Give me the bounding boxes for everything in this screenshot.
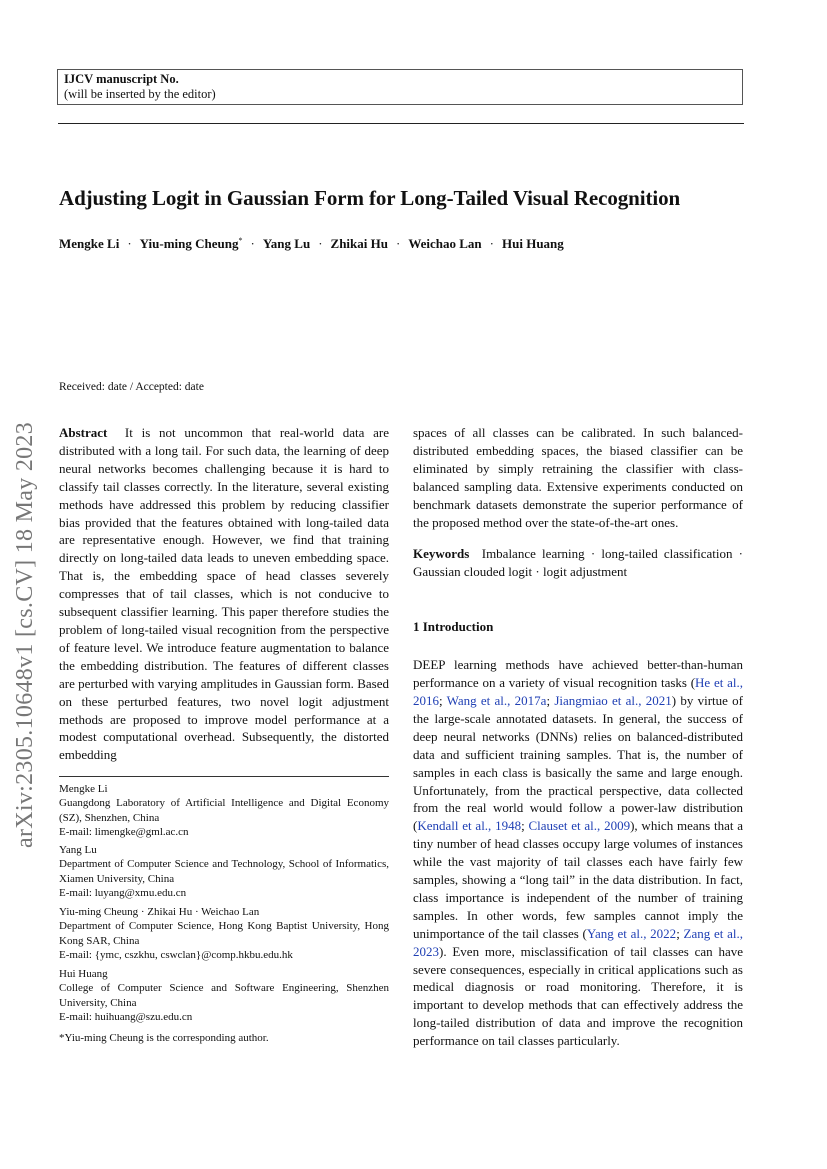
intro-text: ), which means that a tiny number of head classes occupy large volumes of instances while the vast majority of tail classes each have fairly few samples, showing a “long tail” in the data distribution. In fact, class importance is independent of the number of training samples. In other words, few samples cannot imply the unimportance of the tail classes ( — [413, 818, 743, 941]
journal-label: IJCV manuscript No. — [64, 72, 179, 86]
abstract-continued: spaces of all classes can be calibrated. In such balanced-distributed embedding spaces, the biased classifier can be eliminated by simply retraining the classifier with class-balanced sampling data. Extensive experiments conducted on benchmark datasets demonstrate the superior performance of the proposed method over the state-of-the-art ones. — [413, 425, 743, 530]
paper-title: Adjusting Logit in Gaussian Form for Long-Tailed Visual Recognition — [59, 186, 681, 210]
author-separator: · — [489, 236, 494, 251]
affiliation-line: Department of Computer Science and Technology, School of Informatics, Xiamen University, China — [59, 858, 389, 885]
affiliation-name: Yiu-ming Cheung · Zhikai Hu · Weichao Lan — [59, 906, 260, 918]
citation-link[interactable]: He et al., 2016 — [413, 675, 743, 708]
author-separator: · — [395, 236, 401, 251]
affiliation-block — [59, 967, 389, 1025]
affiliation-email: E-mail: huihuang@szu.edu.cn — [59, 1011, 193, 1024]
editor-note: (will be inserted by the editor) — [64, 87, 216, 101]
affiliation-email: E-mail: {ymc, cszkhu, cswclan}@comp.hkbu.edu.hk — [59, 949, 293, 962]
abstract — [59, 424, 389, 764]
received-line: Received: date / Accepted: date — [59, 381, 204, 393]
author-name: Yiu-ming Cheung — [139, 236, 239, 251]
citation-separator: ; — [546, 692, 555, 708]
section-title: Introduction — [422, 619, 494, 635]
affiliation-name: Mengke Li — [59, 783, 108, 795]
arxiv-stamp — [5, 348, 45, 848]
keywords — [413, 545, 743, 581]
citation-separator: ; — [676, 925, 684, 941]
affiliation-line: Department of Computer Science, Hong Kong Baptist University, Hong Kong SAR, China — [59, 920, 389, 947]
author-separator: · — [127, 236, 132, 251]
left-column — [59, 424, 389, 764]
arxiv-stamp-text: arXiv:2305.10648v1 [cs.CV] 18 May 2023 — [12, 421, 38, 848]
affiliation-email: E-mail: limengke@gml.ac.cn — [59, 826, 189, 839]
citation-link[interactable]: Jiangmiao et al., 2021 — [554, 692, 672, 708]
author-list — [59, 236, 564, 252]
author-name: Yang Lu — [262, 236, 311, 251]
affiliation-name: Yang Lu — [59, 844, 97, 856]
keywords-text: Imbalance learning · long-tailed classification · Gaussian clouded logit · logit adjustment — [413, 546, 743, 580]
section-number: 1 — [413, 619, 420, 635]
citation-separator: ; — [439, 692, 447, 708]
intro-text: ) by virtue of the large-scale annotated datasets. In general, the success of deep neural networks (DNNs) relies on balanced-distributed data and sufficient training samples. That is, the number of samples in each class is basically the same and large enough. Unfortunately, from the practical perspective, data collected from the real world would follow a power-law distribution ( — [413, 692, 743, 834]
affiliation-line: College of Computer Science and Software Engineering, Shenzhen University, China — [59, 982, 389, 1009]
right-column — [413, 424, 743, 1050]
affiliation-email: E-mail: luyang@xmu.edu.cn — [59, 887, 187, 900]
affiliation-name: Hui Huang — [59, 968, 108, 980]
author-separator: · — [318, 236, 323, 251]
footnote-rule — [59, 776, 389, 777]
affiliation-block — [59, 782, 389, 840]
corresponding-mark: * — [238, 236, 243, 245]
intro-paragraph — [413, 656, 743, 1050]
author-name: Mengke Li — [59, 236, 120, 251]
citation-link[interactable]: Kendall et al., 1948 — [417, 818, 522, 834]
affiliation-block — [59, 905, 389, 963]
citation-link[interactable]: Wang et al., 2017a — [446, 692, 547, 708]
intro-text: DEEP learning methods have achieved better-than-human performance on a variety of visual recognition tasks ( — [413, 657, 743, 691]
abstract-text-left: It is not uncommon that real-world data are distributed with a long tail. For such data, the learning of deep neural networks becomes challenging because it is hard to classify tail classes correctly. In the literature, several existing methods have addressed this problem by reducing classifier bias provided that the features obtained with long-tailed data are representative enough. However, we find that training directly on long-tailed data leads to uneven embedding space. That is, the embedding space of head classes severely compresses that of tail classes, which is not conducive to subsequent classifier learning. This paper therefore studies the problem of long-tailed visual recognition from the perspective of feature level. We introduce feature augmentation to balance the embedding distribution. The features of different classes are perturbed with varying amplitudes in Gaussian form. Based on these perturbed features, two novel logit adjustment methods are proposed to improve model performance at a modest computational overhead. Subsequently, the distorted embedding — [59, 425, 389, 763]
citation-link[interactable]: Clauset et al., 2009 — [528, 818, 631, 834]
author-separator: · — [250, 236, 255, 251]
header-rule — [58, 123, 744, 124]
author-name: Weichao Lan — [408, 236, 482, 251]
intro-text: ). Even more, misclassification of tail classes can have severe consequences, especially in critical applications such as medical diagnosis or road monitoring. Therefore, it is important to develop methods that can effectively address the long-tailed distribution of data and improve the recognition performance on tail classes particularly. — [413, 943, 743, 1049]
affiliation-line: Guangdong Laboratory of Artificial Intelligence and Digital Economy (SZ), Shenzhen, China — [59, 797, 389, 824]
citation-link[interactable]: Yang et al., 2022 — [586, 925, 677, 941]
author-name: Zhikai Hu — [330, 236, 388, 251]
citation-separator: ; — [521, 818, 529, 834]
citation-link[interactable]: Zang et al., 2023 — [413, 925, 743, 959]
abstract-label: Abstract — [59, 425, 108, 440]
author-name: Hui Huang — [502, 236, 564, 251]
corresponding-footnote: *Yiu-ming Cheung is the corresponding author. — [59, 1032, 269, 1044]
section-heading — [413, 618, 743, 636]
affiliation-block — [59, 843, 389, 901]
keywords-label: Keywords — [413, 546, 470, 562]
manuscript-box — [57, 69, 743, 105]
